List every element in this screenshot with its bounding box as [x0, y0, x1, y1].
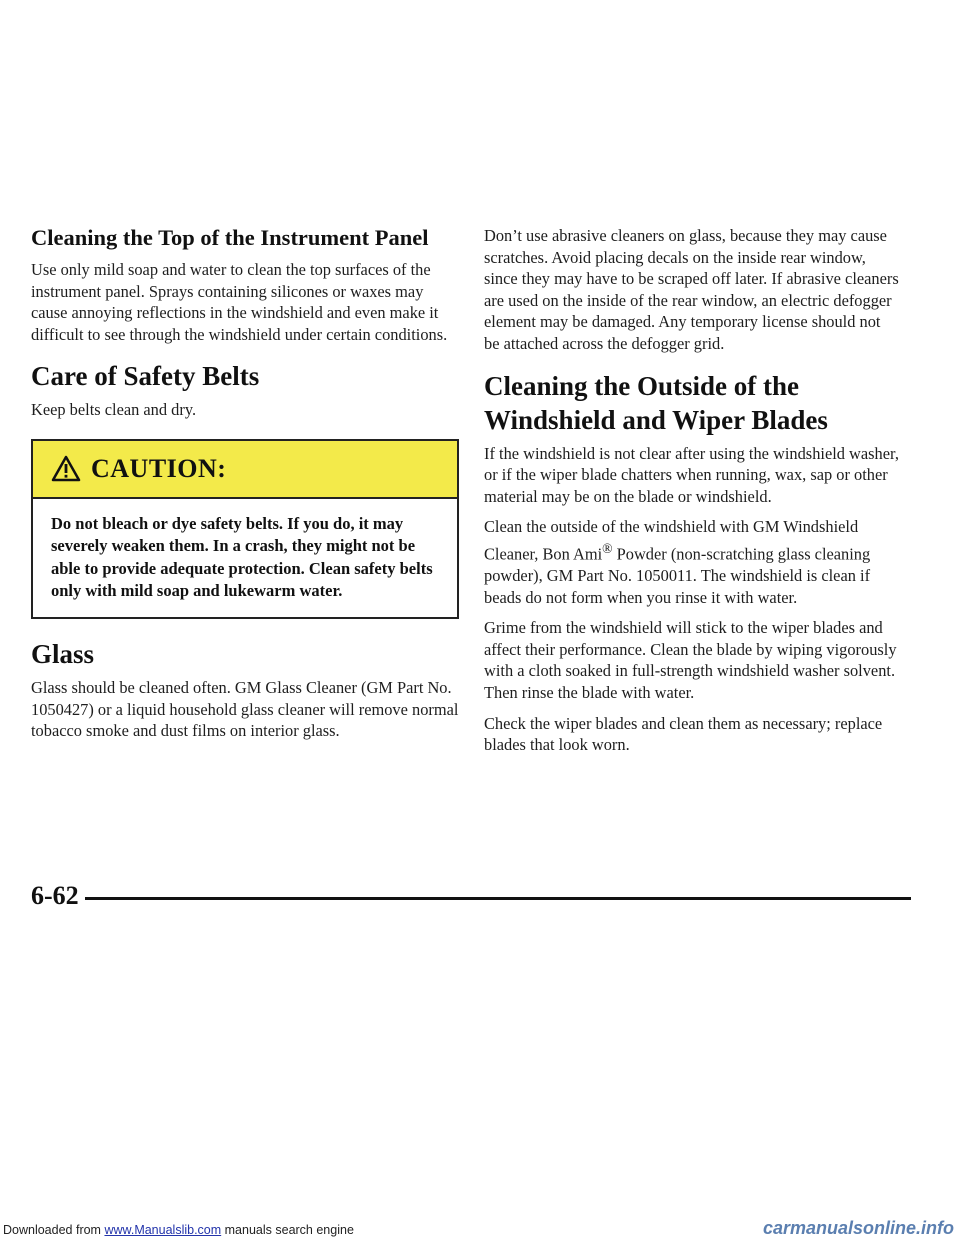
site-logo: carmanualsonline.info: [762, 1218, 954, 1238]
section-title-windshield-wipers: [484, 369, 899, 437]
windshield-text-3: Grime from the windshield will stick to the wiper blades and affect their performance. Clean the blade by wiping vigorously with a cloth soaked in full-strength windshield washer solvent. Then rinse the blade with water.: [484, 618, 897, 702]
page-footer: [31, 878, 911, 914]
instrument-panel-text: Use only mild soap and water to clean the top surfaces of the instrument panel. Sprays containing silicones or waxes may cause annoying reflections in the windshield and even make it difficult to see through the windshield under certain conditions.: [31, 260, 448, 344]
glass-text: Glass should be cleaned often. GM Glass Cleaner (GM Part No. 1050427) or a liquid household glass cleaner will remove normal tobacco smoke and dust films on interior glass.: [31, 677, 459, 741]
watermark-prefix: Downloaded from: [3, 1223, 105, 1237]
warning-triangle-icon: [51, 455, 81, 482]
caution-text: Do not bleach or dye safety belts. If you do, it may severely weaken them. In a crash, they might not be able to provide adequate protection. Clean safety belts only with mild soap and lukewarm water.: [51, 513, 433, 601]
windshield-text-2b: Powder (non-scratching glass cleaning powder), GM Part No. 1050011. The windshield is clean if beads do not form when you rinse it with water.: [484, 544, 871, 607]
watermark-suffix: manuals search engine: [221, 1223, 354, 1237]
right-column: [484, 225, 899, 765]
caution-title: CAUTION:: [91, 453, 227, 483]
registered-mark: ®: [602, 540, 613, 556]
left-column: [31, 225, 461, 751]
footer-rule: [85, 897, 911, 900]
windshield-text-4: Check the wiper blades and clean them as necessary; replace blades that look worn.: [484, 713, 883, 755]
windshield-text-2: [484, 516, 899, 608]
section-title-instrument-panel: Cleaning the Top of the Instrument Panel: [31, 225, 429, 250]
manualslib-link[interactable]: www.Manualslib.com: [104, 1223, 222, 1237]
windshield-text-2a: Clean the outside of the windshield with GM Windshield Cleaner, Bon Ami: [484, 517, 859, 564]
page-number: 6-62: [31, 881, 79, 910]
glass-abrasive-text: Don’t use abrasive cleaners on glass, because they may cause scratches. Avoid placing decals on the inside rear window, since they may have to be scraped off later. If abrasive cleaners are used on the inside of the rear window, an electric defogger element may be damaged. Any temporary license should not be attached across the defogger grid.: [484, 226, 899, 353]
windshield-title-line2: Windshield and Wiper Blades: [484, 404, 828, 435]
windshield-text-1: If the windshield is not clear after using the windshield washer, or if the wiper blade chatters when running, wax, sap or other material may be on the blade or windshield.: [484, 443, 899, 506]
section-title-glass: Glass: [31, 638, 95, 669]
safety-belts-text: Keep belts clean and dry.: [31, 400, 197, 420]
download-watermark: [3, 1223, 354, 1237]
caution-header: [33, 441, 457, 499]
windshield-title-line1: Cleaning the Outside of the: [484, 370, 800, 401]
caution-box: [31, 439, 459, 619]
section-title-safety-belts: Care of Safety Belts: [31, 361, 260, 392]
